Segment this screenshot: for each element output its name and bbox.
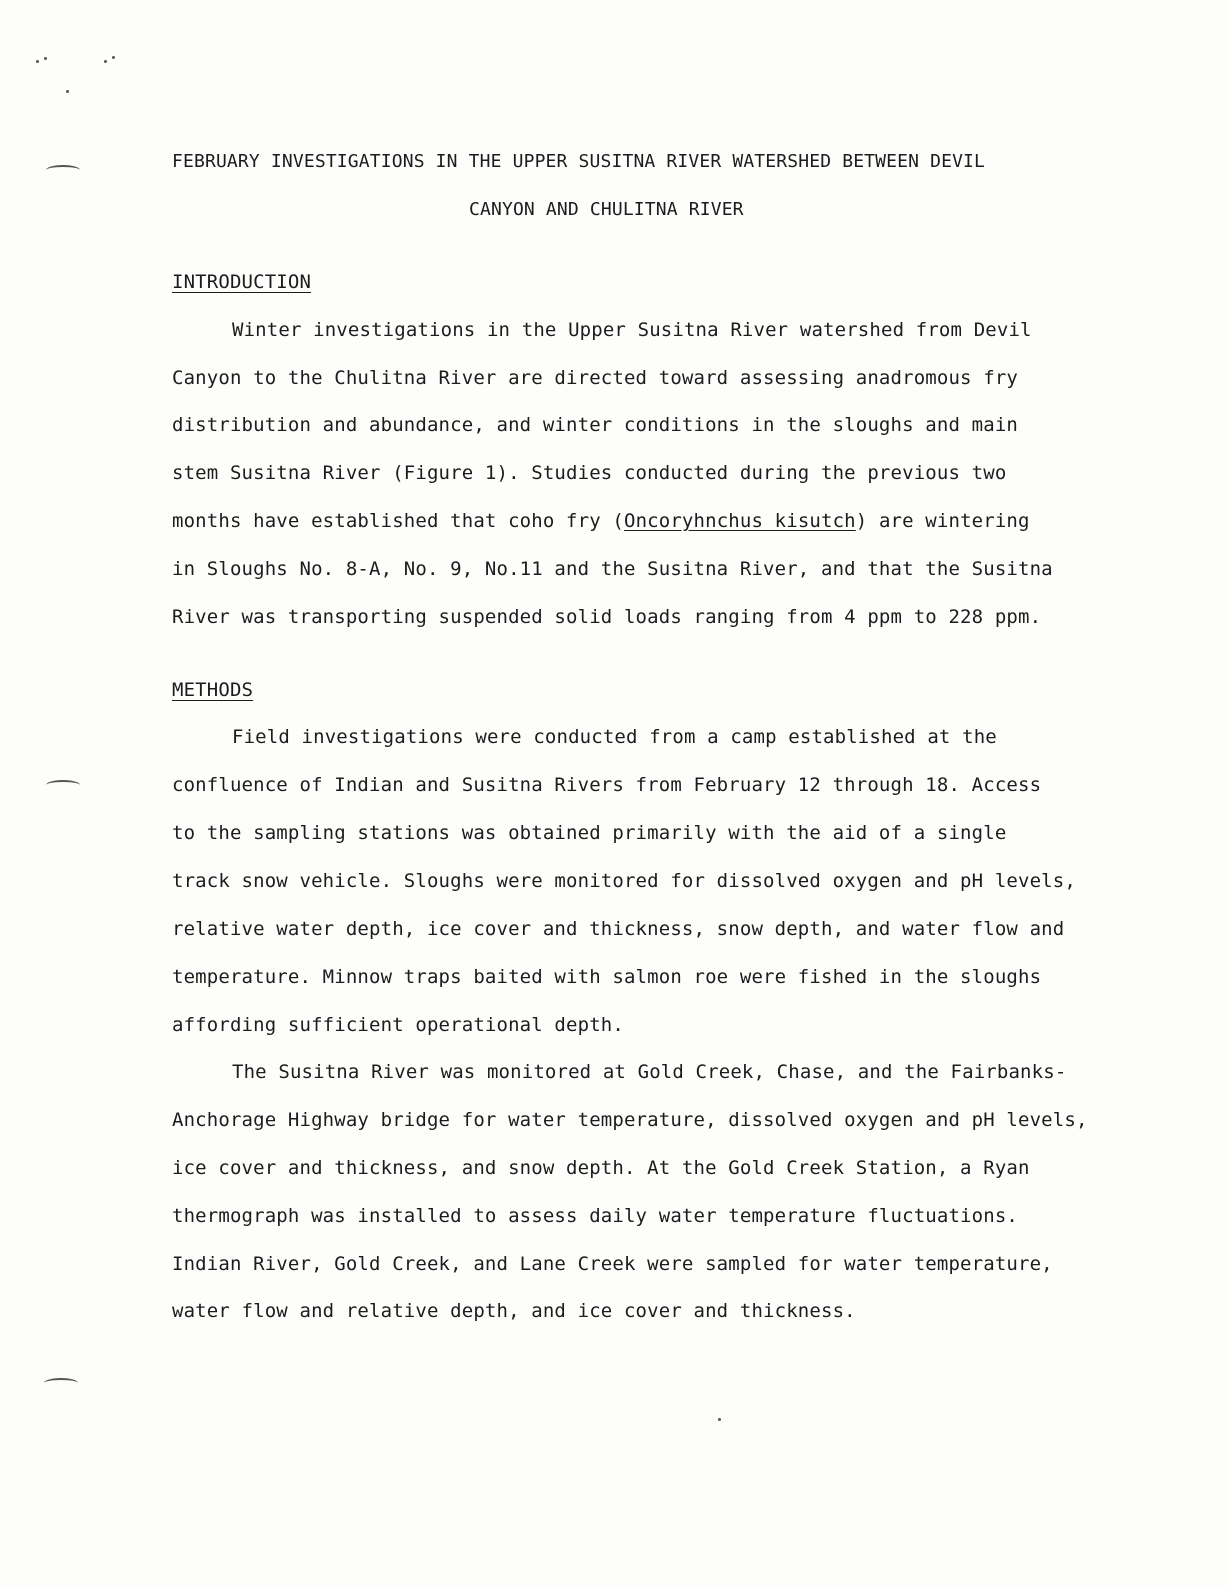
methods-line: water flow and relative depth, and ice cover and thickness.: [172, 1300, 856, 1322]
introduction-heading: INTRODUCTION: [172, 271, 312, 293]
intro-line: in Sloughs No. 8-A, No. 9, No.11 and the Susitna River, and that the Susitna: [172, 558, 1053, 580]
scientific-name: Oncoryhnchus kisutch: [623, 510, 856, 532]
methods-line: thermograph was installed to assess daily water temperature fluctuations.: [172, 1205, 1018, 1227]
scan-speck: [104, 60, 107, 63]
intro-line: stem Susitna River (Figure 1). Studies conducted during the previous two: [172, 462, 1007, 484]
intro-line: Winter investigations in the Upper Susitna River watershed from Devil: [232, 319, 1032, 341]
scan-speck: [112, 56, 115, 59]
document-title-line-1: FEBRUARY INVESTIGATIONS IN THE UPPER SUSITNA RIVER WATERSHED BETWEEN DEVIL: [172, 151, 986, 172]
methods-line: Field investigations were conducted from a camp established at the: [232, 726, 997, 748]
punch-hole-mark: [46, 780, 80, 790]
methods-line: Anchorage Highway bridge for water temperature, dissolved oxygen and pH levels,: [172, 1109, 1088, 1131]
punch-hole-mark: [46, 165, 80, 175]
methods-line: track snow vehicle. Sloughs were monitored for dissolved oxygen and pH levels,: [172, 870, 1076, 892]
methods-line: relative water depth, ice cover and thickness, snow depth, and water flow and: [172, 918, 1065, 940]
methods-line: confluence of Indian and Susitna Rivers from February 12 through 18. Access: [172, 774, 1042, 796]
intro-line-species: [172, 509, 1030, 533]
intro-line: Canyon to the Chulitna River are directed toward assessing anadromous fry: [172, 367, 1018, 389]
punch-hole-mark: [44, 1378, 78, 1388]
methods-line: Indian River, Gold Creek, and Lane Creek were sampled for water temperature,: [172, 1253, 1053, 1275]
methods-line: The Susitna River was monitored at Gold Creek, Chase, and the Fairbanks-: [232, 1061, 1067, 1083]
document-title-line-2: CANYON AND CHULITNA RIVER: [469, 199, 744, 220]
scan-speck: [66, 90, 69, 93]
intro-line-suffix: ) are wintering: [855, 510, 1030, 532]
methods-heading: METHODS: [172, 679, 254, 701]
methods-line: affording sufficient operational depth.: [172, 1014, 624, 1036]
methods-line: temperature. Minnow traps baited with salmon roe were fished in the sloughs: [172, 966, 1042, 988]
intro-line: River was transporting suspended solid loads ranging from 4 ppm to 228 ppm.: [172, 606, 1042, 628]
scan-speck: [718, 1418, 721, 1421]
methods-line: ice cover and thickness, and snow depth. At the Gold Creek Station, a Ryan: [172, 1157, 1030, 1179]
scan-speck: [36, 60, 39, 63]
methods-line: to the sampling stations was obtained primarily with the aid of a single: [172, 822, 1007, 844]
scan-speck: [44, 57, 47, 60]
intro-line: distribution and abundance, and winter conditions in the sloughs and main: [172, 414, 1018, 436]
intro-line-prefix: months have established that coho fry (: [172, 510, 624, 532]
